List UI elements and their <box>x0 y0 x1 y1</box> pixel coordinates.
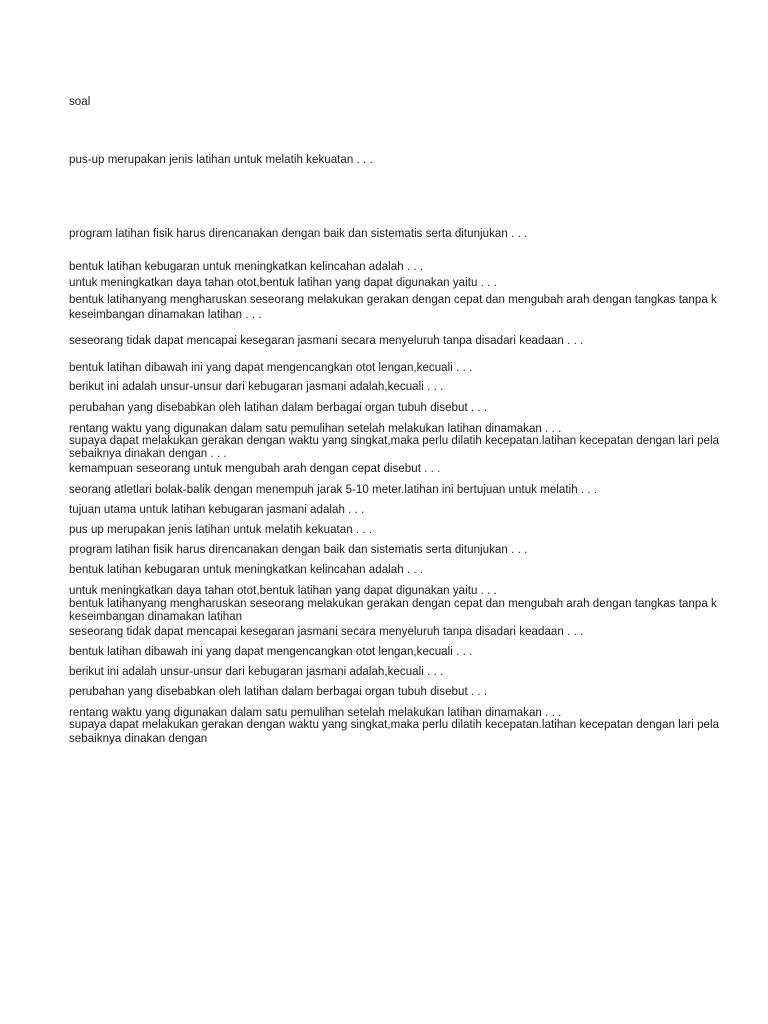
question-line: seseorang tidak dapat mencapai kesegaran jasmani secara menyeluruh tanpa disadari keadaan . . . <box>69 624 584 638</box>
question-line: supaya dapat melakukan gerakan dengan waktu yang singkat,maka perlu dilatih kecepatan.latihan kecepatan dengan lari pela <box>69 433 720 447</box>
question-line: seseorang tidak dapat mencapai kesegaran jasmani secara menyeluruh tanpa disadari keadaan . . . <box>69 333 584 347</box>
question-line-continued: keseimbangan dinamakan latihan . . . <box>69 307 262 321</box>
question-line: supaya dapat melakukan gerakan dengan waktu yang singkat,maka perlu dilatih kecepatan.latihan kecepatan dengan lari pela <box>69 717 720 731</box>
question-line: bentuk latihanyang mengharuskan seseorang melakukan gerakan dengan cepat dan mengubah arah dengan tangkas tanpa k <box>69 596 717 610</box>
question-line: program latihan fisik harus direncanakan dengan baik dan sistematis serta ditunjukan . . . <box>69 226 528 240</box>
question-line: bentuk latihan kebugaran untuk meningkatkan kelincahan adalah . . . <box>69 562 424 576</box>
question-line-continued: sebaiknya dinakan dengan . . . <box>69 446 227 460</box>
question-line: berikut ini adalah unsur-unsur dari kebugaran jasmani adalah,kecuali . . . <box>69 379 444 393</box>
question-line: berikut ini adalah unsur-unsur dari kebugaran jasmani adalah,kecuali . . . <box>69 664 444 678</box>
question-line: bentuk latihan dibawah ini yang dapat mengencangkan otot lengan,kecuali . . . <box>69 644 473 658</box>
question-line: pus up merupakan jenis latihan untuk melatih kekuatan . . . <box>69 522 373 536</box>
question-line: pus-up merupakan jenis latihan untuk melatih kekuatan . . . <box>69 152 373 166</box>
question-line: kemampuan seseorang untuk mengubah arah dengan cepat disebut . . . <box>69 461 441 475</box>
question-line: seorang atletlari bolak-balik dengan menempuh jarak 5-10 meter.latihan ini bertujuan untuk melatih . . . <box>69 482 598 496</box>
question-line-continued: keseimbangan dinamakan latihan <box>69 609 243 623</box>
question-line: rentang waktu yang digunakan dalam satu pemulihan setelah melakukan latihan dinamakan . . . <box>69 705 562 719</box>
question-line: tujuan utama untuk latihan kebugaran jasmani adalah . . . <box>69 502 365 516</box>
question-line: bentuk latihan kebugaran untuk meningkatkan kelincahan adalah . . . <box>69 259 424 273</box>
question-line: perubahan yang disebabkan oleh latihan dalam berbagai organ tubuh disebut . . . <box>69 400 488 414</box>
question-line: program latihan fisik harus direncanakan dengan baik dan sistematis serta ditunjukan . . . <box>69 542 528 556</box>
question-line: bentuk latihan dibawah ini yang dapat mengencangkan otot lengan,kecuali . . . <box>69 360 473 374</box>
question-line: rentang waktu yang digunakan dalam satu pemulihan setelah melakukan latihan dinamakan . . . <box>69 421 562 435</box>
question-line-continued: sebaiknya dinakan dengan <box>69 731 208 745</box>
question-line: bentuk latihanyang mengharuskan seseorang melakukan gerakan dengan cepat dan mengubah arah dengan tangkas tanpa k <box>69 292 717 306</box>
question-line: perubahan yang disebabkan oleh latihan dalam berbagai organ tubuh disebut . . . <box>69 684 488 698</box>
document-title: soal <box>69 94 91 108</box>
question-line: untuk meningkatkan daya tahan otot,bentuk latihan yang dapat digunakan yaitu . . . <box>69 275 497 289</box>
question-line: untuk meningkatkan daya tahan otot,bentuk latihan yang dapat digunakan yaitu . . . <box>69 583 497 597</box>
